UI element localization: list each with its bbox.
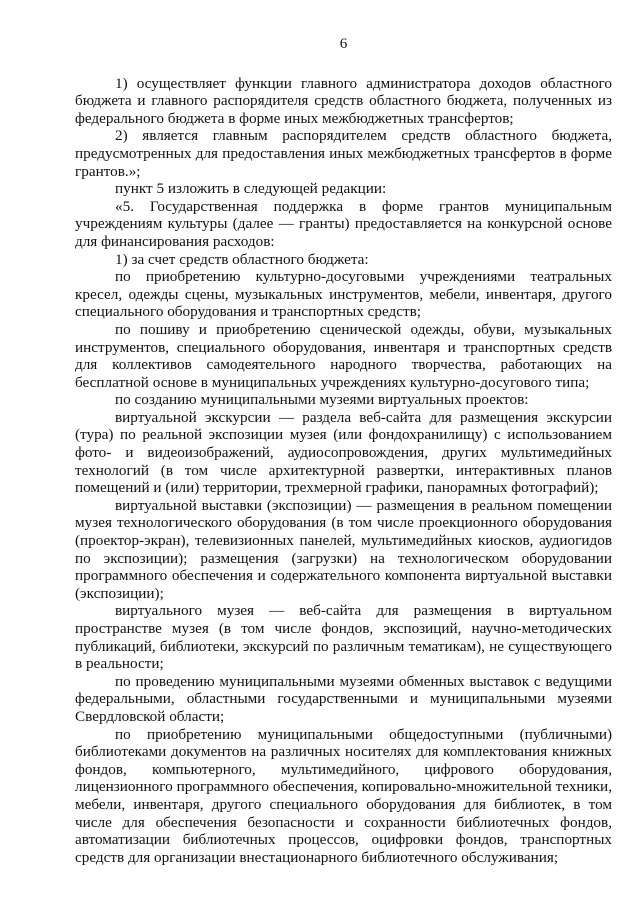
paragraph-5: 1) за счет средств областного бюджета: [115, 250, 369, 268]
paragraph-2: 2) является главным распорядителем средств областного бюджета, предусмотренных для предоставления иных межбюджетных трансфертов в форме грантов.»; [75, 127, 612, 180]
page-number: 6 [339, 36, 348, 52]
paragraph-11: виртуального музея — веб-сайта для размещения в виртуальном пространстве музея (в том числе фондов, экспозиций, научно-методических публикаций, библиотеки, экскурсий по различным тематикам), не существующего в реальности; [75, 602, 612, 673]
paragraph-1: 1) осуществляет функции главного администратора доходов областного бюджета и главного распорядителя средств областного бюджета, полученных из федерального бюджета в форме иных межбюджетных трансфертов; [75, 74, 612, 127]
paragraph-9: виртуальной экскурсии — раздела веб-сайта для размещения экскурсии (тура) по реальной экспозиции музея (или фондохранилищу) с использованием фото- и видеоизображений, аудиосопровождения, других мультимедийных технологий (в том числе архитектурной развертки, интерактивных планов помещений и (или) территории, трехмерной графики, панорамных фотографий); [75, 408, 612, 497]
paragraph-7: по пошиву и приобретению сценической одежды, обуви, музыкальных инструментов, специального оборудования, инвентаря и транспортных средств для коллективов самодеятельного народного творчества, работающих на бесплатной основе в муниципальных учреждениях культурно-досугового типа; [75, 320, 612, 391]
paragraph-6: по приобретению культурно-досуговыми учреждениями театральных кресел, одежды сцены, музыкальных инструментов, мебели, инвентаря, другого специального оборудования и транспортных средств; [75, 268, 612, 321]
paragraph-3: пункт 5 изложить в следующей редакции: [115, 180, 387, 198]
paragraph-10: виртуальной выставки (экспозиции) — размещения в реальном помещении музея технологического оборудования (в том числе проекционного оборудования (проектор-экран), телевизионных панелей, мультимедийных киосков, аудиогидов по экспозиции); размещения (загрузки) на технологическом оборудовании программного обеспечения и содержательного компонента виртуальной выставки (экспозиции); [75, 496, 612, 602]
paragraph-13: по приобретению муниципальными общедоступными (публичными) библиотеками документов на различных носителях для комплектования книжных фондов, компьютерного, мультимедийного, цифрового оборудования, лицензионного программного обеспечения, копировально-множительной техники, мебели, инвентаря, другого специального оборудования для библиотек, в том числе для обеспечения безопасности и сохранности библиотечных фондов, автоматизации библиотечных процессов, оцифровки фондов, транспортных средств для организации внестационарного библиотечного обслуживания; [75, 725, 612, 866]
paragraph-12: по проведению муниципальными музеями обменных выставок с ведущими федеральными, областными государственными и муниципальными музеями Свердловской области; [75, 672, 612, 725]
paragraph-8: по созданию муниципальными музеями виртуальных проектов: [115, 391, 529, 409]
paragraph-4: «5. Государственная поддержка в форме грантов муниципальным учреждениям культуры (далее — гранты) предоставляется на конкурсной основе для финансирования расходов: [75, 197, 612, 250]
